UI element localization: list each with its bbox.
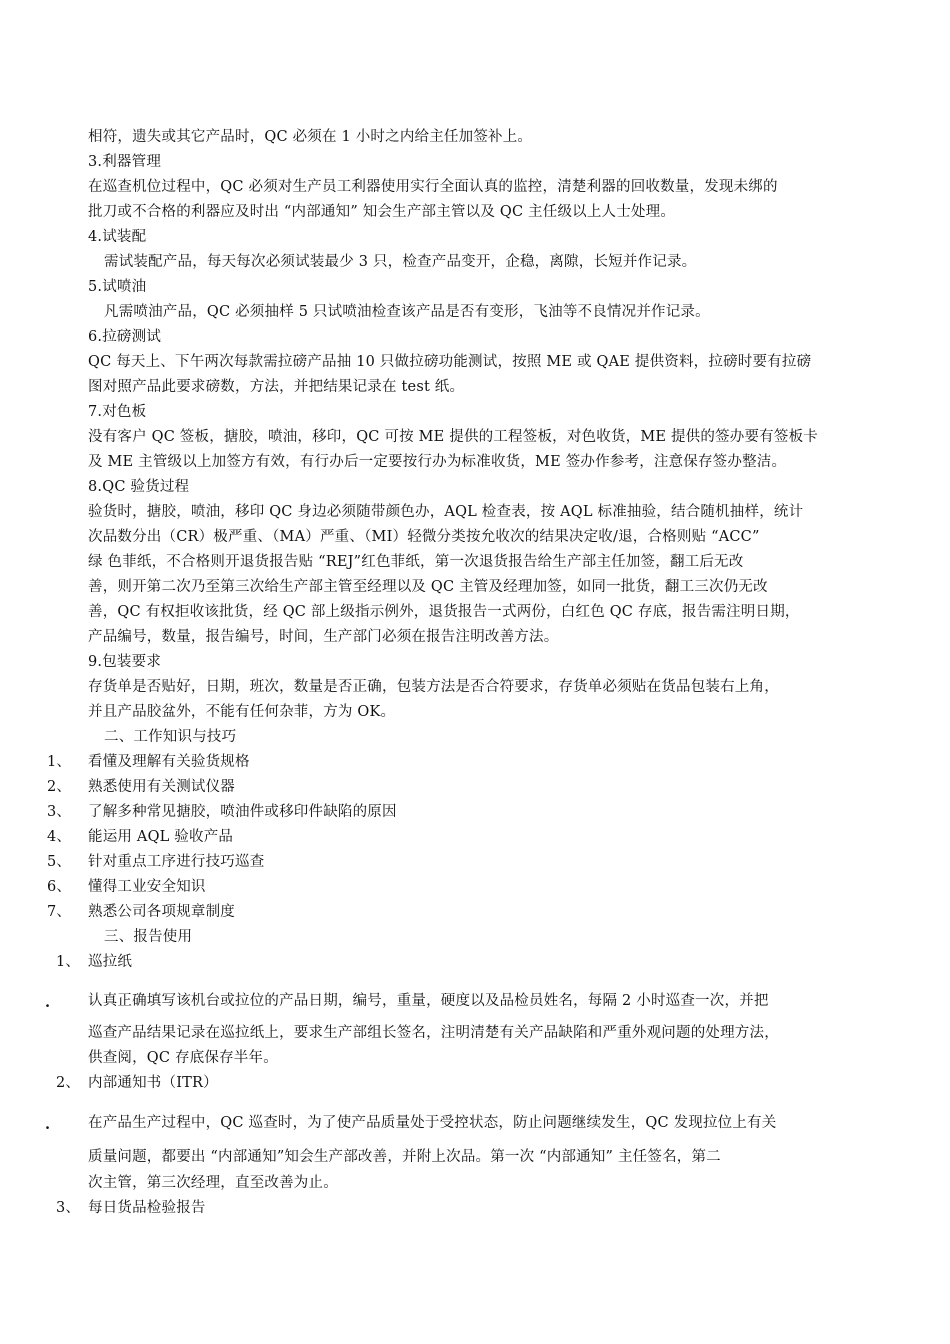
paragraph-line: 质量问题，都要出 “内部通知”知会生产部改善，并附上次品。第一次 “内部通知” 主任签名，第二 [88, 1149, 721, 1165]
paragraph-line: 善，则开第二次乃至第三次给生产部主管至经理以及 QC 主管及经理加签，如同一批货，翻工三次仍无改 [88, 579, 768, 595]
paragraph-line: 存货单是否贴好，日期，班次，数量是否正确，包装方法是否合符要求，存货单必须贴在货品包装右上角， [88, 679, 779, 695]
section-heading: 6.拉磅测试 [88, 329, 162, 345]
list-number: 7、 [47, 904, 72, 920]
paragraph-line: 绿 色菲纸，不合格则开退货报告贴 “REJ”红色菲纸，第一次退货报告给生产部主任加签，翻工后无改 [88, 554, 744, 570]
paragraph-line: 善，QC 有权拒收该批货，经 QC 部上级指示例外，退货报告一式两份，白红色 QC 存底，报告需注明日期， [88, 604, 800, 620]
paragraph-line: 图对照产品此要求磅数，方法，并把结果记录在 test 纸。 [88, 379, 465, 395]
section-heading: 8.QC 验货过程 [88, 479, 190, 495]
paragraph-line: 次主管，第三次经理，直至改善为止。 [88, 1175, 338, 1191]
list-number: 4、 [47, 829, 72, 845]
bullet-mark: . [45, 994, 51, 1011]
paragraph-line: 在巡查机位过程中，QC 必须对生产员工利器使用实行全面认真的监控，清楚利器的回收数量，发现未绑的 [88, 179, 778, 195]
paragraph-line: 并且产品胶盆外，不能有任何杂菲，方为 OK。 [88, 704, 396, 720]
paragraph-line: 需试装配产品，每天每次必须试装最少 3 只，检查产品变开，企稳，离隙，长短并作记录。 [104, 254, 697, 270]
list-item: 能运用 AQL 验收产品 [88, 829, 234, 845]
paragraph-line: 供查阅，QC 存底保存半年。 [88, 1050, 278, 1066]
section-heading: 4.试装配 [88, 229, 147, 245]
list-number: 6、 [47, 879, 72, 895]
section-heading: 7.对色板 [88, 404, 147, 420]
paragraph-line: 产品编号，数量，报告编号，时间，生产部门必须在报告注明改善方法。 [88, 629, 559, 645]
section-heading: 5.试喷油 [88, 279, 147, 295]
list-item: 熟悉使用有关测试仪器 [88, 779, 235, 795]
subsection-heading: 巡拉纸 [88, 954, 133, 970]
list-number: 3、 [56, 1200, 81, 1216]
list-item: 了解多种常见搪胶，喷油件或移印件缺陷的原因 [88, 804, 397, 820]
list-number: 5、 [47, 854, 72, 870]
section-heading: 9.包装要求 [88, 654, 162, 670]
list-number: 1、 [56, 954, 81, 970]
bullet-mark: . [45, 1116, 51, 1133]
paragraph-line: 次品数分出（CR）极严重、（MA）严重、（MI）轻微分类按允收次的结果决定收/退，合格则贴 “ACC” [88, 529, 760, 545]
paragraph-line: 认真正确填写该机台或拉位的产品日期，编号，重量，硬度以及品检员姓名，每隔 2 小时巡查一次，并把 [88, 993, 769, 1009]
paragraph-line: 相符，遗失或其它产品时，QC 必须在 1 小时之内给主任加签补上。 [88, 129, 533, 145]
section-heading: 3.利器管理 [88, 154, 162, 170]
paragraph-line: QC 每天上、下午两次每款需拉磅产品抽 10 只做拉磅功能测试，按照 ME 或 QAE 提供资料，拉磅时要有拉磅 [88, 354, 812, 370]
paragraph-line: 及 ME 主管级以上加签方有效，有行办后一定要按行办为标准收货，ME 签办作参考，注意保存签办整洁。 [88, 454, 787, 470]
subsection-heading: 每日货品检验报告 [88, 1200, 206, 1216]
list-number: 2、 [56, 1075, 81, 1091]
list-number: 1、 [47, 754, 72, 770]
paragraph-line: 验货时，搪胶，喷油，移印 QC 身边必须随带颜色办，AQL 检查表，按 AQL 标准抽验，结合随机抽样，统计 [88, 504, 804, 520]
subsection-heading: 内部通知书（ITR） [88, 1075, 218, 1091]
list-item: 熟悉公司各项规章制度 [88, 904, 235, 920]
paragraph-line: 在产品生产过程中，QC 巡查时，为了使产品质量处于受控状态，防止问题继续发生，QC 发现拉位上有关 [88, 1115, 777, 1131]
list-item: 看懂及理解有关验货规格 [88, 754, 250, 770]
list-number: 3、 [47, 804, 72, 820]
paragraph-line: 没有客户 QC 签板，搪胶，喷油，移印，QC 可按 ME 提供的工程签板，对色收货，ME 提供的签办要有签板卡 [88, 429, 818, 445]
paragraph-line: 巡查产品结果记录在巡拉纸上，要求生产部组长签名，注明清楚有关产品缺陷和严重外观问题的处理方法， [88, 1025, 779, 1041]
paragraph-line: 批刀或不合格的利器应及时出 “内部通知” 知会生产部主管以及 QC 主任级以上人士处理。 [88, 204, 676, 220]
paragraph-line: 凡需喷油产品，QC 必须抽样 5 只试喷油检查该产品是否有变形，飞油等不良情况并作记录。 [104, 304, 710, 320]
list-item: 针对重点工序进行技巧巡查 [88, 854, 265, 870]
chapter-heading: 三、报告使用 [104, 929, 193, 945]
list-item: 懂得工业安全知识 [88, 879, 206, 895]
chapter-heading: 二、工作知识与技巧 [104, 729, 237, 745]
list-number: 2、 [47, 779, 72, 795]
